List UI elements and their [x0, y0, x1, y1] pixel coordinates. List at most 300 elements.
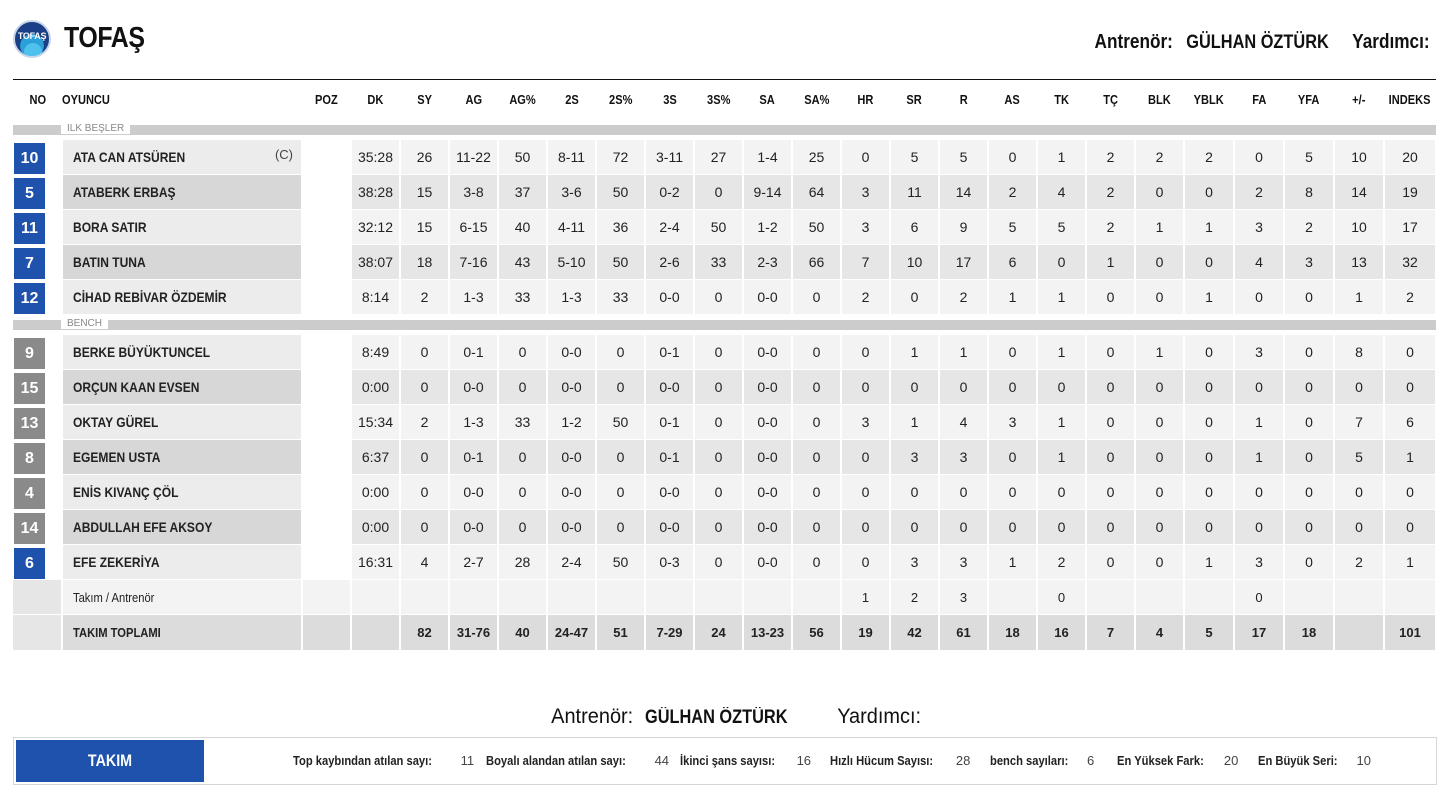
column-header[interactable]	[1086, 80, 1135, 120]
team-stats-bar	[13, 737, 1437, 809]
stat-cell: 0	[1284, 475, 1334, 510]
column-header-label: R	[959, 92, 968, 108]
player-row[interactable]	[13, 510, 1436, 545]
stat-cell: 2	[1086, 140, 1135, 175]
stat-cell: 4-11	[547, 210, 596, 245]
position-cell	[302, 615, 351, 651]
stat-cell: 28	[498, 545, 547, 580]
stat-cell	[1334, 615, 1384, 651]
stat-cell: 8:14	[351, 280, 400, 315]
column-header-label: FA	[1251, 92, 1267, 108]
stat-cell	[498, 580, 547, 615]
stat-cell: 8	[1284, 175, 1334, 210]
stat-cell: 0	[1184, 175, 1234, 210]
player-name[interactable]: ORÇUN KAAN EVSEN	[73, 379, 200, 395]
position-cell	[302, 245, 351, 280]
stat-cell: 0	[1234, 510, 1284, 545]
stat-cell: 20	[1384, 140, 1436, 175]
stat-cell: 0	[841, 510, 890, 545]
stat-cell: 33	[498, 280, 547, 315]
stat-cell: 0	[1284, 280, 1334, 315]
player-name[interactable]: CİHAD REBİVAR ÖZDEMİR	[73, 289, 227, 305]
empty-cell	[13, 580, 62, 615]
stat-cell: 4	[1135, 615, 1184, 651]
stat-cell: 0	[1334, 510, 1384, 545]
stat-cell: 3	[841, 405, 890, 440]
stat-cell	[792, 580, 841, 615]
column-header[interactable]	[1334, 80, 1384, 120]
box-score-table	[13, 79, 1437, 651]
player-row[interactable]	[13, 280, 1436, 315]
stat-cell: 1	[1184, 545, 1234, 580]
stat-cell: 2	[1086, 210, 1135, 245]
stat-cell: 19	[1384, 175, 1436, 210]
player-name[interactable]: BERKE BÜYÜKTUNCEL	[73, 344, 211, 360]
stat-cell: 0	[1184, 440, 1234, 475]
stat-cell: 38:07	[351, 245, 400, 280]
jersey-cell	[13, 140, 62, 175]
team-stat-item	[293, 753, 474, 768]
column-header[interactable]	[62, 80, 302, 120]
column-header[interactable]	[400, 80, 449, 120]
stat-cell: 0	[1135, 475, 1184, 510]
column-header-label: DK	[367, 92, 384, 108]
jersey-number-badge: 7	[14, 248, 45, 279]
stat-cell: 0-1	[645, 335, 694, 370]
stat-cell: 1	[1184, 280, 1234, 315]
player-name[interactable]: BATIN TUNA	[73, 254, 146, 270]
stat-cell: 0	[1384, 335, 1436, 370]
stat-cell: 25	[792, 140, 841, 175]
stat-cell: 3	[939, 545, 988, 580]
stat-cell	[988, 580, 1037, 615]
player-name-cell[interactable]	[62, 510, 302, 545]
stat-cell	[1334, 580, 1384, 615]
player-name-cell[interactable]	[62, 405, 302, 440]
stat-cell: 0	[596, 370, 645, 405]
stat-cell: 50	[596, 175, 645, 210]
column-header[interactable]	[13, 80, 62, 120]
column-header[interactable]	[1284, 80, 1334, 120]
player-row[interactable]	[13, 545, 1436, 580]
stat-cell: 1	[1184, 210, 1234, 245]
assistant-label-bottom: Yardımcı:	[836, 705, 921, 728]
stat-cell: 0	[792, 510, 841, 545]
stat-cell: 2	[988, 175, 1037, 210]
player-name[interactable]: ABDULLAH EFE AKSOY	[73, 519, 213, 535]
stat-cell: 3	[1284, 245, 1334, 280]
stat-cell: 3	[841, 210, 890, 245]
stat-cell: 8	[1334, 335, 1384, 370]
stat-cell: 2-7	[449, 545, 498, 580]
stat-cell: 2	[1086, 175, 1135, 210]
stat-cell: 0	[1086, 335, 1135, 370]
stat-cell: 101	[1384, 615, 1436, 651]
stat-cell: 0-0	[743, 335, 792, 370]
stat-cell: 5-10	[547, 245, 596, 280]
column-header[interactable]	[890, 80, 939, 120]
stat-cell: 0	[694, 475, 743, 510]
stat-cell: 1	[988, 280, 1037, 315]
stat-cell	[1135, 580, 1184, 615]
stat-cell: 32:12	[351, 210, 400, 245]
section-divider	[13, 120, 1436, 140]
stat-cell: 0-0	[449, 370, 498, 405]
column-header[interactable]	[1234, 80, 1284, 120]
stat-cell: 10	[890, 245, 939, 280]
logo-text: TOFAŞ	[17, 31, 47, 41]
stat-cell: 1	[1037, 335, 1086, 370]
column-header[interactable]	[596, 80, 645, 120]
stat-cell: 50	[498, 140, 547, 175]
stat-cell: 0	[988, 440, 1037, 475]
stat-cell: 50	[694, 210, 743, 245]
stat-cell: 0	[596, 510, 645, 545]
stat-cell: 7	[841, 245, 890, 280]
stat-cell: 0-3	[645, 545, 694, 580]
stat-cell: 0	[1284, 335, 1334, 370]
stat-cell: 1	[1384, 545, 1436, 580]
stat-cell: 0	[694, 510, 743, 545]
team-stat-label: Hızlı Hücum Sayısı:	[830, 753, 934, 768]
player-name-cell[interactable]	[62, 210, 302, 245]
stat-cell: 10	[1334, 210, 1384, 245]
stat-cell: 0:00	[351, 510, 400, 545]
player-name-cell[interactable]	[62, 475, 302, 510]
stat-cell: 1	[1135, 210, 1184, 245]
player-name-cell[interactable]	[62, 245, 302, 280]
stat-cell: 24	[694, 615, 743, 651]
stat-cell: 0	[1284, 510, 1334, 545]
stat-cell: 0	[1135, 510, 1184, 545]
player-name[interactable]: EFE ZEKERİYA	[73, 554, 160, 570]
stat-cell: 3	[1234, 210, 1284, 245]
row-label: TAKIM TOPLAMI	[73, 625, 161, 640]
stat-cell: 35:28	[351, 140, 400, 175]
team-stat-label: En Büyük Seri:	[1258, 753, 1338, 768]
stat-cell: 2	[939, 280, 988, 315]
column-header[interactable]	[645, 80, 694, 120]
stat-cell: 0	[841, 545, 890, 580]
stat-cell: 6-15	[449, 210, 498, 245]
stat-cell: 5	[890, 140, 939, 175]
column-header-label: AG%	[509, 92, 536, 108]
stat-cell: 4	[400, 545, 449, 580]
stat-cell: 0	[841, 335, 890, 370]
empty-cell	[13, 615, 62, 651]
stat-cell: 0	[694, 175, 743, 210]
stat-cell: 0	[1184, 475, 1234, 510]
jersey-number-badge: 9	[14, 338, 45, 369]
stat-cell: 33	[596, 280, 645, 315]
jersey-number-badge: 12	[14, 283, 45, 314]
stat-cell: 0	[890, 370, 939, 405]
stat-cell: 0-1	[449, 440, 498, 475]
stat-cell	[743, 580, 792, 615]
stat-cell: 1	[1384, 440, 1436, 475]
player-name-cell[interactable]	[62, 175, 302, 210]
jersey-cell	[13, 475, 62, 510]
stat-cell: 17	[939, 245, 988, 280]
column-header[interactable]	[449, 80, 498, 120]
stat-cell: 0-0	[547, 335, 596, 370]
stat-cell: 56	[792, 615, 841, 651]
position-cell	[302, 580, 351, 615]
player-name[interactable]: EGEMEN USTA	[73, 449, 161, 465]
stat-cell	[645, 580, 694, 615]
column-header[interactable]	[1135, 80, 1184, 120]
player-name-cell[interactable]	[62, 440, 302, 475]
stat-cell: 1-3	[449, 280, 498, 315]
stat-cell: 0	[400, 510, 449, 545]
stat-cell: 0	[1086, 440, 1135, 475]
stat-cell: 0	[890, 510, 939, 545]
player-name[interactable]: ATA CAN ATSÜREN	[73, 149, 186, 165]
stat-cell: 0-2	[645, 175, 694, 210]
coach-name: GÜLHAN ÖZTÜRK	[1186, 32, 1330, 53]
stat-cell: 0-1	[449, 335, 498, 370]
stat-cell: 0-1	[645, 440, 694, 475]
stat-cell: 6	[890, 210, 939, 245]
column-header[interactable]	[498, 80, 547, 120]
stat-cell	[400, 580, 449, 615]
column-header-label: YFA	[1298, 92, 1320, 108]
column-header[interactable]	[743, 80, 792, 120]
stat-cell: 0	[792, 370, 841, 405]
stat-cell: 1-3	[547, 280, 596, 315]
stat-cell: 2	[1234, 175, 1284, 210]
player-row[interactable]	[13, 475, 1436, 510]
jersey-cell	[13, 370, 62, 405]
stat-cell: 1	[939, 335, 988, 370]
row-label-cell	[62, 580, 302, 615]
column-header[interactable]	[1037, 80, 1086, 120]
stat-cell: 0-0	[547, 370, 596, 405]
stat-cell: 0	[988, 140, 1037, 175]
jersey-number-badge: 13	[14, 408, 45, 439]
stat-cell: 1	[841, 580, 890, 615]
stat-cell: 0	[694, 440, 743, 475]
column-header[interactable]	[547, 80, 596, 120]
stat-cell: 26	[400, 140, 449, 175]
jersey-number-badge: 6	[14, 548, 45, 579]
stat-cell: 0-0	[743, 440, 792, 475]
stat-cell: 14	[1334, 175, 1384, 210]
stat-cell	[1284, 580, 1334, 615]
jersey-cell	[13, 440, 62, 475]
stat-cell: 0	[792, 405, 841, 440]
column-header[interactable]	[841, 80, 890, 120]
stat-cell: 0	[792, 440, 841, 475]
stat-cell: 0-0	[645, 280, 694, 315]
stat-cell: 0-0	[547, 475, 596, 510]
stat-cell: 0	[400, 440, 449, 475]
stat-cell: 0-0	[547, 440, 596, 475]
stat-cell: 7-16	[449, 245, 498, 280]
stat-cell: 0	[1384, 370, 1436, 405]
player-name-cell[interactable]	[62, 545, 302, 580]
stat-cell: 0	[890, 475, 939, 510]
stat-cell: 0	[1184, 405, 1234, 440]
stat-cell: 6:37	[351, 440, 400, 475]
stat-cell: 1-3	[449, 405, 498, 440]
stat-cell: 0	[694, 280, 743, 315]
player-row[interactable]	[13, 210, 1436, 245]
team-stat-value: 6	[1087, 753, 1095, 768]
team-stat-value: 10	[1356, 753, 1371, 768]
stat-cell: 0	[1135, 175, 1184, 210]
stat-cell: 1	[890, 405, 939, 440]
jersey-cell	[13, 335, 62, 370]
stat-cell: 0	[1234, 280, 1284, 315]
player-row[interactable]	[13, 245, 1436, 280]
player-row[interactable]	[13, 140, 1436, 175]
player-row[interactable]	[13, 370, 1436, 405]
column-header-label: TÇ	[1103, 92, 1118, 108]
stat-cell: 9-14	[743, 175, 792, 210]
team-stat-value: 20	[1223, 753, 1239, 768]
stat-cell: 3	[1234, 545, 1284, 580]
team-stat-value: 44	[654, 753, 670, 768]
column-header[interactable]	[351, 80, 400, 120]
stat-cell: 0	[1384, 475, 1436, 510]
stat-cell: 0	[1234, 475, 1284, 510]
player-row[interactable]	[13, 175, 1436, 210]
column-header-label: SY	[417, 92, 432, 108]
stat-cell: 15	[400, 210, 449, 245]
column-header[interactable]	[939, 80, 988, 120]
stat-cell: 1	[1234, 440, 1284, 475]
stat-cell: 0	[400, 370, 449, 405]
stat-cell: 8:49	[351, 335, 400, 370]
player-name[interactable]: OKTAY GÜREL	[73, 414, 159, 430]
jersey-cell	[13, 545, 62, 580]
column-header[interactable]	[302, 80, 351, 120]
position-cell	[302, 510, 351, 545]
player-name-cell[interactable]	[62, 335, 302, 370]
column-header-row	[13, 80, 1436, 120]
stat-cell: 0	[694, 370, 743, 405]
stat-cell: 16:31	[351, 545, 400, 580]
stat-cell: 3-11	[645, 140, 694, 175]
stat-cell: 8-11	[547, 140, 596, 175]
column-header[interactable]	[1184, 80, 1234, 120]
stat-cell: 5	[1184, 615, 1234, 651]
column-header[interactable]	[792, 80, 841, 120]
stat-cell: 0	[1086, 405, 1135, 440]
column-header[interactable]	[694, 80, 743, 120]
stat-cell: 4	[1037, 175, 1086, 210]
stat-cell: 2	[1284, 210, 1334, 245]
player-name-cell[interactable]	[62, 280, 302, 315]
stat-cell: 1	[988, 545, 1037, 580]
basketball-icon	[24, 43, 42, 58]
stat-cell: 2-4	[645, 210, 694, 245]
stat-cell: 15:34	[351, 405, 400, 440]
jersey-number-badge: 10	[14, 143, 45, 174]
stat-cell: 50	[596, 405, 645, 440]
column-header-label: SA	[759, 92, 776, 108]
stat-cell: 3	[890, 545, 939, 580]
stat-cell: 0	[1135, 545, 1184, 580]
column-header[interactable]	[988, 80, 1037, 120]
player-row[interactable]	[13, 405, 1436, 440]
column-header-label: HR	[857, 92, 874, 108]
column-header-label: AG	[465, 92, 482, 108]
position-cell	[302, 335, 351, 370]
section-bar	[13, 320, 1436, 330]
column-header[interactable]	[1384, 80, 1436, 120]
stat-cell: 1-4	[743, 140, 792, 175]
stat-cell: 0	[400, 475, 449, 510]
stat-cell: 3-6	[547, 175, 596, 210]
team-stat-value: 28	[955, 753, 971, 768]
team-stat-label: Top kaybından atılan sayı:	[293, 753, 432, 768]
stat-cell: 0-1	[645, 405, 694, 440]
stat-cell: 7	[1334, 405, 1384, 440]
stat-cell: 19	[841, 615, 890, 651]
player-name[interactable]: ENİS KIVANÇ ÇÖL	[73, 484, 179, 500]
stat-cell: 0	[890, 280, 939, 315]
stat-cell	[1184, 580, 1234, 615]
stat-cell: 0	[694, 335, 743, 370]
stat-cell	[596, 580, 645, 615]
stat-cell	[449, 580, 498, 615]
stat-cell: 1-2	[547, 405, 596, 440]
stat-cell: 42	[890, 615, 939, 651]
stat-cell: 0-0	[645, 370, 694, 405]
stat-cell: 32	[1384, 245, 1436, 280]
team-stat-label: Boyalı alandan atılan sayı:	[486, 753, 626, 768]
stat-cell: 0	[939, 475, 988, 510]
stat-cell: 3	[841, 175, 890, 210]
player-row[interactable]	[13, 335, 1436, 370]
player-name[interactable]: BORA SATIR	[73, 219, 147, 235]
stat-cell: 0	[1135, 440, 1184, 475]
stat-cell: 66	[792, 245, 841, 280]
stat-cell: 3	[939, 440, 988, 475]
stat-cell: 15	[400, 175, 449, 210]
stat-cell: 4	[1234, 245, 1284, 280]
column-header-label: BLK	[1148, 92, 1171, 108]
coach-info-top	[1095, 31, 1430, 54]
player-name-cell[interactable]	[62, 140, 302, 175]
stat-cell: 0	[1384, 510, 1436, 545]
stat-cell: 1	[1135, 335, 1184, 370]
stat-cell: 3	[988, 405, 1037, 440]
stat-cell: 36	[596, 210, 645, 245]
stat-cell: 2	[890, 580, 939, 615]
player-name-cell[interactable]	[62, 370, 302, 405]
stat-cell: 31-76	[449, 615, 498, 651]
stat-cell: 0	[596, 440, 645, 475]
player-row[interactable]	[13, 440, 1436, 475]
stat-cell	[351, 615, 400, 651]
coach-label-bottom: Antrenör:	[551, 705, 634, 728]
section-bar	[13, 122, 1436, 135]
position-cell	[302, 210, 351, 245]
stat-cell: 2	[1135, 140, 1184, 175]
stat-cell: 0-0	[743, 280, 792, 315]
stat-cell: 17	[1384, 210, 1436, 245]
stat-cell: 13	[1334, 245, 1384, 280]
player-name[interactable]: ATABERK ERBAŞ	[73, 184, 176, 200]
stat-cell: 4	[939, 405, 988, 440]
stat-cell: 0	[1037, 510, 1086, 545]
stat-cell: 0	[1086, 510, 1135, 545]
team-header	[0, 0, 1442, 80]
team-logo	[13, 20, 51, 58]
